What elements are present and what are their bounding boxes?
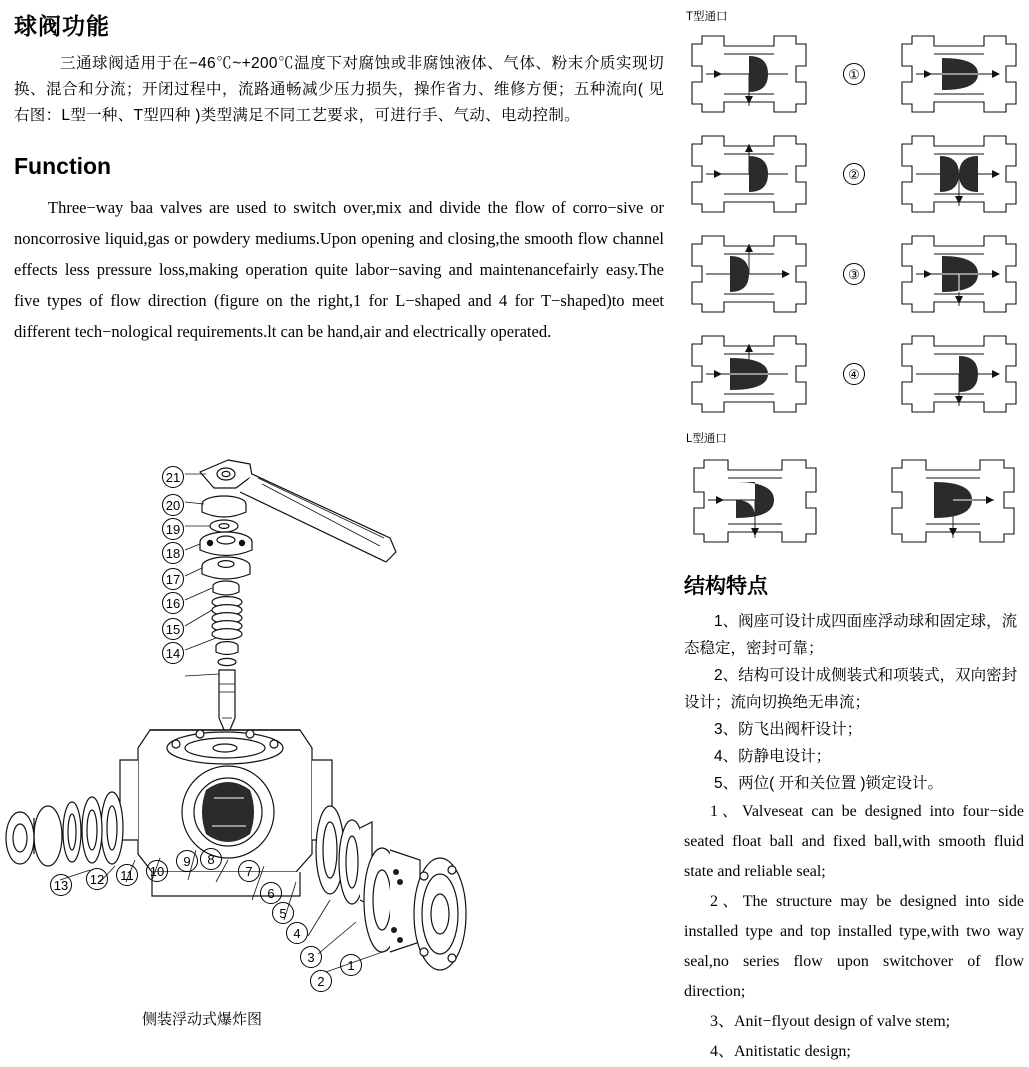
t-port-diagram-grid (684, 26, 1024, 422)
structure-title: 结构特点 (684, 575, 768, 598)
callout-11: 11 (116, 864, 138, 886)
callout-12: 12 (86, 868, 108, 890)
figure-caption: 侧装浮动式爆炸图 (142, 1011, 263, 1028)
callout-14: 14 (162, 642, 184, 664)
callout-17: 17 (162, 568, 184, 590)
t-port-row-4 (684, 326, 1024, 422)
valve-diagram-l-left (684, 448, 826, 554)
t-port-row-3 (684, 226, 1024, 322)
callout-21: 21 (162, 466, 184, 488)
page-title-en: Function (14, 153, 112, 179)
t-port-row-2 (684, 126, 1024, 222)
t-port-row-1 (684, 26, 1024, 122)
callout-4: 4 (286, 922, 308, 944)
structure-cn-item-1: 1、阀座可设计成四面座浮动球和固定球，流态稳定，密封可靠； (684, 613, 1018, 657)
structure-en-item-4: 4、Anitistatic design; (710, 1043, 851, 1060)
valve-diagram-t4-right (894, 326, 1024, 422)
structure-en-list (684, 797, 1024, 1067)
callout-7: 7 (238, 860, 260, 882)
valve-diagram-l-right (882, 448, 1024, 554)
t-port-row-2-number: ② (843, 163, 865, 185)
t-port-row-4-number: ④ (843, 363, 865, 385)
t-port-label: T型通口 (686, 11, 728, 23)
right-column (684, 0, 1024, 1067)
structure-cn-list (684, 608, 1024, 797)
callout-9: 9 (176, 850, 198, 872)
valve-diagram-t1-right (894, 26, 1024, 122)
structure-cn-item-5: 5、两位( 开和关位置 )锁定设计。 (714, 775, 944, 792)
structure-cn-item-4: 4、防静电设计； (714, 748, 832, 765)
callout-3: 3 (300, 946, 322, 968)
callout-20: 20 (162, 494, 184, 516)
callout-6: 6 (260, 882, 282, 904)
valve-diagram-t2-right (894, 126, 1024, 222)
callout-10: 10 (146, 860, 168, 882)
exploded-view-diagram (0, 430, 520, 1030)
valve-diagram-t3-right (894, 226, 1024, 322)
callout-19: 19 (162, 518, 184, 540)
valve-diagram-t3-left (684, 226, 814, 322)
left-text-column (14, 8, 664, 347)
callout-1: 1 (340, 954, 362, 976)
l-port-row (684, 448, 1024, 554)
valve-diagram-t4-left (684, 326, 814, 422)
callout-16: 16 (162, 592, 184, 614)
page-title-cn: 球阀功能 (14, 13, 110, 39)
callout-2: 2 (310, 970, 332, 992)
t-port-row-3-number: ③ (843, 263, 865, 285)
valve-diagram-t2-left (684, 126, 814, 222)
callout-13: 13 (50, 874, 72, 896)
structure-cn-item-2: 2、结构可设计成侧装式和项装式，双向密封设计；流向切换绝无串流； (684, 667, 1018, 711)
paragraph-en-function: Three−way baa valves are used to switch over,mix and divide the flow of corro−sive or noncorrosive liquid,gas or powdery mediums.Upon opening and closing,the smooth flow channel effects less pressure loss,making operation quite labor−saving and maintenancefairly easy.The five types of flow direction (figure on the right,1 for L−shaped and 4 for T−shaped)to meet different tech−nological requirements.lt can be hand,air and electrically operated. (14, 198, 664, 341)
l-port-label: L型通口 (686, 433, 727, 445)
valve-diagram-t1-left (684, 26, 814, 122)
structure-en-item-2: 2、The structure may be designed into side installed type and top installed type,with two way seal,no series flow upon switchover of flow direction; (684, 893, 1024, 1000)
t-port-row-1-number: ① (843, 63, 865, 85)
callout-15: 15 (162, 618, 184, 640)
callout-18: 18 (162, 542, 184, 564)
callout-5: 5 (272, 902, 294, 924)
paragraph-cn-function: 三通球阀适用于在−46℃~+200℃温度下对腐蚀或非腐蚀液体、气体、粉末介质实现切换、混合和分流；开闭过程中，流路通畅减少压力损失，操作省力、维修方便；五种流向( 见右图：L型一种、T型四种 )类型满足不同工艺要求，可进行手、气动、电动控制。 (14, 55, 664, 124)
structure-en-item-3: 3、Anit−flyout design of valve stem; (710, 1013, 951, 1030)
structure-en-item-1: 1、Valveseat can be designed into four−side seated float ball and fixed ball,with smooth fluid state and reliable seal; (684, 803, 1024, 880)
structure-cn-item-3: 3、防飞出阀杆设计； (714, 721, 863, 738)
callout-8: 8 (200, 848, 222, 870)
